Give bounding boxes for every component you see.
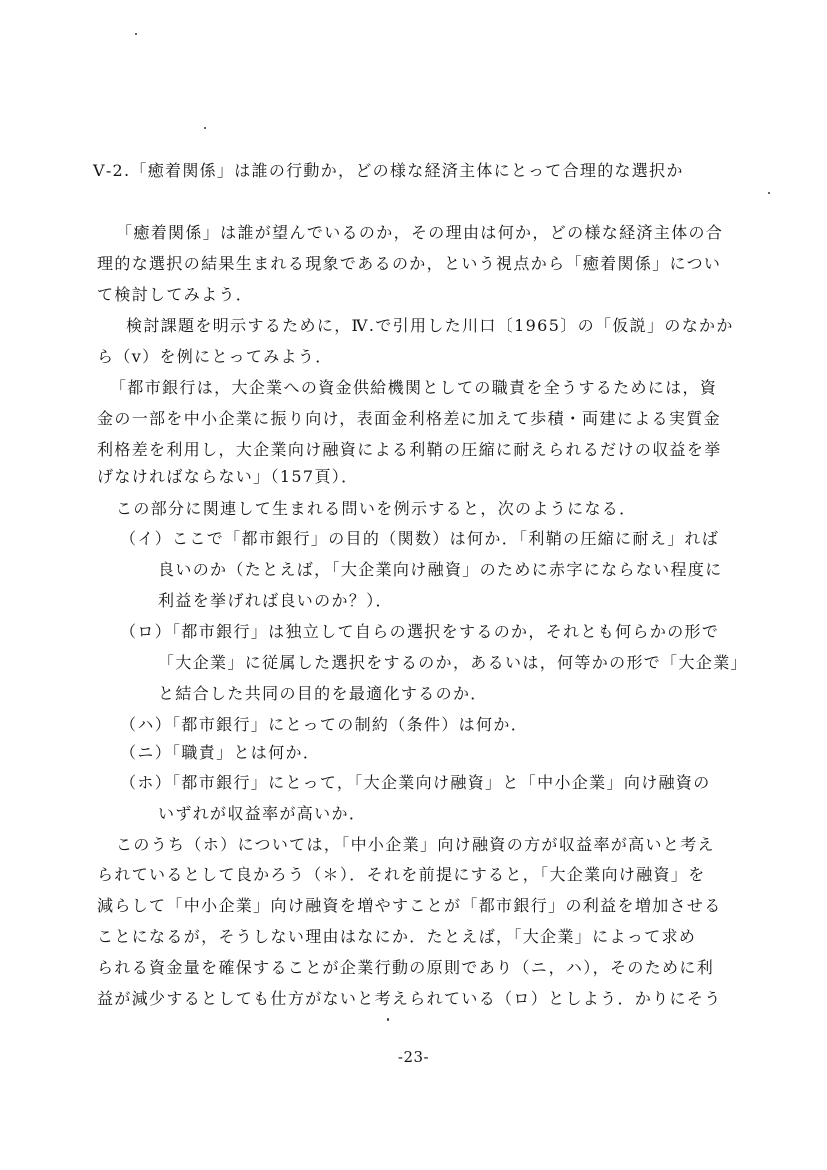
scan-speck — [387, 1018, 389, 1021]
paragraph-line: 理的な選択の結果生まれる現象であるのか，という視点から「癒着関係」につい — [97, 254, 722, 273]
scan-speck — [135, 33, 137, 35]
scan-speck — [768, 192, 770, 194]
paragraph-line: られているとして良かろう（＊）．それを前提にすると，「大企業向け融資」を — [97, 865, 706, 884]
paragraph-line: 益が減少するとしても仕方がないと考えられている（ロ）としよう．かりにそう — [97, 989, 722, 1008]
scan-speck — [204, 127, 206, 129]
list-item-ho-continued: いずれが収益率が高いか． — [158, 804, 367, 823]
list-item-ha: （ハ）「都市銀行」にとっての制約（条件）は何か． — [120, 715, 529, 734]
list-item-i-continued: 良いのか（たとえば，「大企業向け融資」のために赤字にならない程度に — [158, 560, 723, 579]
list-item-ni: （ニ）「職責」とは何か． — [120, 743, 321, 762]
list-item-i-continued: 利益を挙げれば良いのか？）． — [158, 591, 393, 610]
paragraph-line: 減らして「中小企業」向け融資を増やすことが「都市銀行」の利益を増加させる — [97, 896, 722, 915]
list-item-ro: （ロ）「都市銀行」は独立して自らの選択をするのか，それとも何らかの形で — [120, 622, 720, 641]
list-item-ho: （ホ）「都市銀行」にとって，「大企業向け融資」と「中小企業」向け融資の — [120, 773, 711, 792]
paragraph-line: ら（v）を例にとってみよう． — [97, 347, 333, 366]
section-heading: Ⅴ-2.「癒着関係」は誰の行動か，どの様な経済主体にとって合理的な選択か — [93, 161, 684, 180]
paragraph-line: この部分に関連して生まれる問いを例示すると，次のようになる． — [116, 499, 637, 518]
paragraph-line: られる資金量を確保することが企業行動の原則であり（ニ，ハ），そのために利 — [97, 958, 715, 977]
list-item-ro-continued: と結合した共同の目的を最適化するのか． — [158, 684, 488, 703]
paragraph-line: て検討してみよう． — [97, 285, 254, 304]
quote-line: 利格差を利用し，大企業向け融資による利鞘の圧縮に耐えられるだけの収益を挙 — [97, 440, 722, 459]
list-item-i: （イ）ここで「都市銀行」の目的（関数）は何か．「利鞘の圧縮に耐え」れば — [120, 529, 720, 548]
quote-line: げなければならない」（157頁）． — [97, 467, 359, 486]
paragraph-line: 「癒着関係」は誰が望んでいるのか，その理由は何か，どの様な経済主体の合 — [116, 223, 724, 242]
page-number: -23- — [397, 1048, 430, 1066]
paragraph-line: ことになるが，そうしない理由はなにか．たとえば，「大企業」によって求め — [97, 927, 697, 946]
quote-line: 金の一部を中小企業に振り向け，表面金利格差に加えて歩積・両建による実質金 — [97, 409, 721, 428]
paragraph-line: このうち（ホ）については，「中小企業」向け融資の方が収益率が高いと考え — [116, 835, 715, 854]
paragraph-line: 検討課題を明示するために，Ⅳ.で引用した川口〔1965〕の「仮説」のなかか — [126, 316, 734, 335]
list-item-ro-continued: 「大企業」に従属した選択をするのか，あるいは，何等かの形で「大企業」 — [158, 653, 748, 672]
quote-line: 「都市銀行は，大企業への資金供給機関としての職責を全うするためには，資 — [110, 378, 718, 397]
